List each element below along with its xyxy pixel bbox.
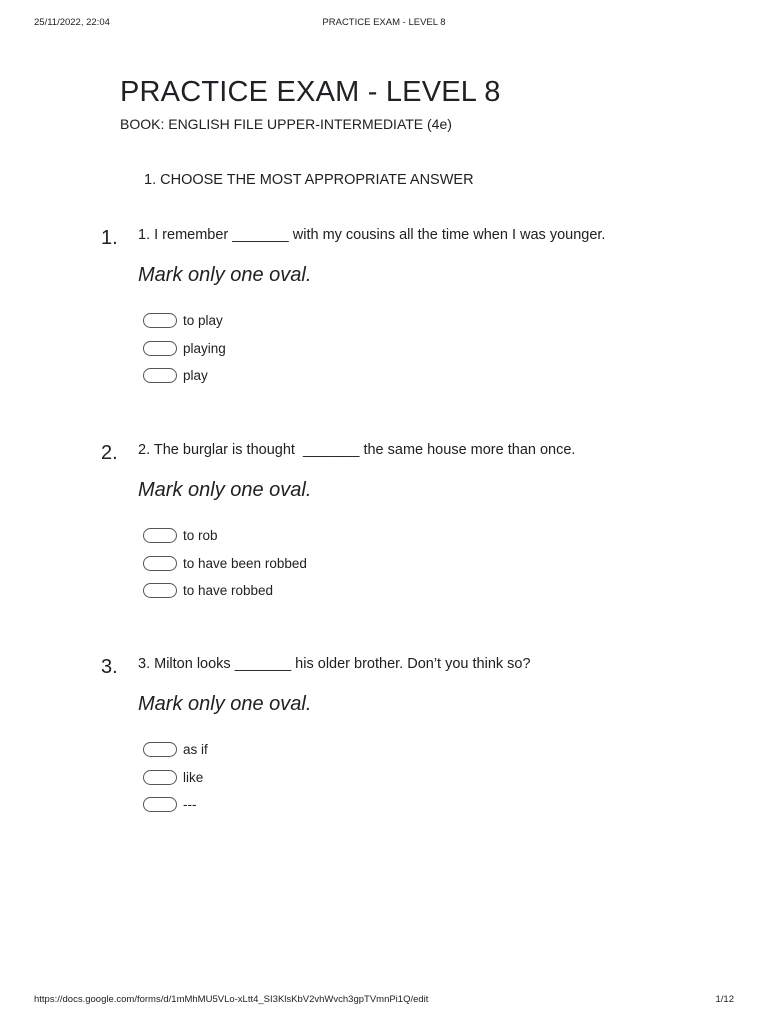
option-label: as if — [183, 742, 208, 758]
print-footer-page-indicator: 1/12 — [715, 994, 734, 1005]
radio-oval[interactable] — [143, 528, 177, 543]
form-title: PRACTICE EXAM - LEVEL 8 — [120, 76, 501, 108]
question-text: 1. I remember _______ with my cousins all the time when I was younger. — [138, 227, 606, 243]
option-like[interactable] — [143, 764, 208, 792]
question-text: 2. The burglar is thought _______ the same house more than once. — [138, 442, 576, 458]
radio-oval[interactable] — [143, 341, 177, 356]
option-list — [143, 522, 307, 605]
radio-oval[interactable] — [143, 368, 177, 383]
section-heading: 1. CHOOSE THE MOST APPROPRIATE ANSWER — [144, 172, 474, 188]
option-label: play — [183, 368, 208, 384]
option-label: like — [183, 769, 204, 785]
option-label: to have robbed — [183, 583, 274, 599]
option-none[interactable] — [143, 791, 208, 819]
question-text: 3. Milton looks _______ his older brother. Don’t you think so? — [138, 656, 531, 672]
option-label: --- — [183, 797, 197, 813]
question-hint: Mark only one oval. — [138, 479, 312, 501]
radio-oval[interactable] — [143, 770, 177, 785]
print-header-title: PRACTICE EXAM - LEVEL 8 — [322, 17, 446, 28]
option-label: to rob — [183, 528, 218, 544]
option-to-have-robbed[interactable] — [143, 577, 307, 605]
option-playing[interactable] — [143, 335, 226, 363]
question-hint: Mark only one oval. — [138, 264, 312, 286]
print-footer-url: https://docs.google.com/forms/d/1mMhMU5VLo-xLtt4_SI3KlsKbV2vhWvch3gpTVmnPi1Q/edit — [34, 994, 429, 1005]
option-list — [143, 307, 226, 390]
radio-oval[interactable] — [143, 797, 177, 812]
question-hint: Mark only one oval. — [138, 693, 312, 715]
option-to-have-been-robbed[interactable] — [143, 550, 307, 578]
question-number: 3. — [101, 656, 118, 678]
option-label: playing — [183, 340, 226, 356]
question-number: 2. — [101, 442, 118, 464]
question-number: 1. — [101, 227, 118, 249]
option-list — [143, 736, 208, 819]
radio-oval[interactable] — [143, 556, 177, 571]
option-label: to have been robbed — [183, 555, 307, 571]
radio-oval[interactable] — [143, 583, 177, 598]
option-play[interactable] — [143, 362, 226, 390]
option-label: to play — [183, 313, 223, 329]
radio-oval[interactable] — [143, 742, 177, 757]
option-as-if[interactable] — [143, 736, 208, 764]
radio-oval[interactable] — [143, 313, 177, 328]
form-subtitle: BOOK: ENGLISH FILE UPPER-INTERMEDIATE (4e) — [120, 116, 452, 132]
option-to-rob[interactable] — [143, 522, 307, 550]
print-header-datetime: 25/11/2022, 22:04 — [34, 17, 110, 28]
option-to-play[interactable] — [143, 307, 226, 335]
